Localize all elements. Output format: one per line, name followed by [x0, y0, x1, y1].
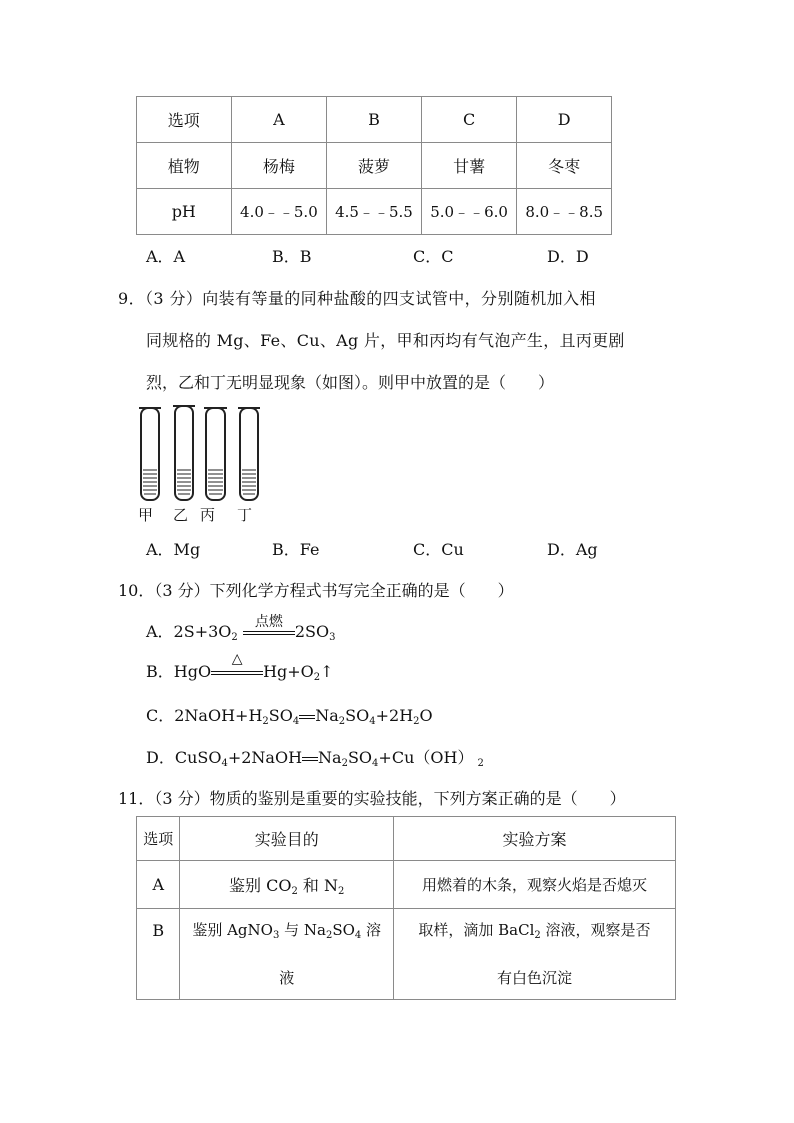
q10-option-d[interactable] — [146, 745, 484, 769]
q9-option-d[interactable]: D．Ag — [547, 540, 598, 559]
row-b-purpose-sub3: 4 — [354, 930, 362, 941]
question-11-stem: 11．（3 分）物质的鉴别是重要的实验技能，下列方案正确的是（ ） — [118, 789, 626, 808]
q10-option-b[interactable] — [146, 650, 334, 683]
table-header-cell: 实验方案 — [393, 817, 675, 861]
q10-a-suffix-sub: 3 — [329, 632, 336, 643]
q10-d-sub4: 4 — [372, 758, 379, 769]
row-b-purpose-line2: 液 — [279, 969, 295, 987]
q10-c-text3: Na — [315, 706, 339, 725]
q10-c-sub1: 2 — [262, 716, 269, 727]
row-b-plan-sub: 2 — [534, 930, 541, 941]
q10-d-text4: SO — [347, 748, 373, 767]
experiment-table — [136, 816, 676, 1000]
reaction-equals-sign — [243, 613, 295, 639]
q8-option-a[interactable]: A．A — [146, 247, 186, 266]
q10-d-text2: +2NaOH — [227, 748, 303, 767]
table-cell: 冬枣 — [517, 143, 612, 189]
q10-c-text1: C．2NaOH+H — [146, 706, 263, 725]
row-b-purpose-4: 溶 — [361, 921, 382, 939]
question-9-stem-line2: 同规格的 Mg、Fe、Cu、Ag 片，甲和丙均有气泡产生，且丙更剧 — [146, 331, 625, 350]
reaction-equals-sign — [299, 712, 315, 722]
table-cell — [180, 909, 394, 1000]
row-a-purpose-sub2: 2 — [338, 885, 345, 897]
q10-d-sub1: 4 — [221, 758, 228, 769]
q10-d-sub3: 2 — [341, 758, 348, 769]
q10-c-text2: SO — [268, 706, 293, 725]
row-a-purpose: 鉴别 CO — [229, 875, 292, 895]
row-b-purpose-3: SO — [332, 921, 355, 939]
q10-b-prefix: B．HgO — [146, 662, 212, 681]
table-cell: 甘薯 — [421, 143, 517, 189]
q10-c-sub5: 2 — [413, 716, 420, 727]
q10-a-prefix: A．2S+3O — [146, 622, 232, 641]
row-b-plan-line2: 有白色沉淀 — [496, 969, 572, 987]
q10-c-sub4: 4 — [369, 716, 376, 727]
table-cell: 8.0﹣﹣8.5 — [517, 189, 612, 235]
table-header-cell: 实验目的 — [180, 817, 394, 861]
q10-c-text6: O — [419, 706, 433, 725]
q9-option-b[interactable]: B．Fe — [272, 540, 320, 559]
row-b-purpose-1: 鉴别 AgNO — [192, 921, 273, 939]
q8-option-d[interactable]: D．D — [547, 247, 589, 266]
row-b-purpose-line1 — [180, 909, 393, 957]
q10-c-text4: SO — [345, 706, 370, 725]
q10-c-text5: +2H — [375, 706, 414, 725]
row-b-purpose-sub: 3 — [272, 930, 280, 941]
q8-option-c[interactable]: C．C — [413, 247, 454, 266]
q10-d-text1: D．CuSO — [146, 748, 222, 767]
question-9-stem-line1: 9．（3 分）向装有等量的同种盐酸的四支试管中，分别随机加入相 — [118, 289, 596, 308]
table-cell: 杨梅 — [231, 143, 327, 189]
q10-d-text3: Na — [318, 748, 342, 767]
table-header-cell: C — [421, 97, 517, 143]
test-tube-ding — [238, 408, 260, 500]
q10-a-suffix: 2SO — [294, 622, 330, 641]
reaction-equals-sign — [302, 754, 318, 764]
gas-arrow-icon: ↑ — [320, 662, 334, 681]
tube-label-bing: 丙 — [200, 506, 216, 524]
row-a-purpose-sub: 2 — [291, 885, 298, 897]
table-header-cell: A — [231, 97, 327, 143]
q10-b-sub: 2 — [313, 672, 321, 683]
question-10-stem: 10．（3 分）下列化学方程式书写完全正确的是（ ） — [118, 581, 514, 600]
question-9-stem-line3: 烈，乙和丁无明显现象（如图）。则甲中放置的是（ ） — [146, 373, 555, 392]
table-cell: 5.0﹣﹣6.0 — [421, 189, 517, 235]
row-b-plan-2: 溶液，观察是否 — [540, 921, 651, 939]
table-header-cell: 选项 — [137, 817, 180, 861]
q10-d-sub5: 2 — [477, 758, 484, 769]
q10-a-sub: 2 — [231, 632, 238, 643]
q10-b-suffix: Hg+O — [263, 662, 314, 681]
reaction-condition: 点燃 — [254, 613, 283, 630]
tube-label-ding: 丁 — [237, 506, 253, 524]
q8-option-b[interactable]: B．B — [272, 247, 312, 266]
q10-d-text5: +Cu（OH） — [378, 748, 474, 767]
tube-label-yi: 乙 — [173, 506, 189, 524]
q10-c-sub3: 2 — [338, 716, 346, 727]
q9-option-c[interactable]: C．Cu — [413, 540, 464, 559]
table-cell: A — [137, 861, 180, 909]
table-cell: B — [137, 909, 180, 1000]
table-cell: 菠萝 — [327, 143, 422, 189]
table-cell — [180, 861, 394, 909]
test-tube-yi — [173, 406, 195, 500]
table-cell: 4.5﹣﹣5.5 — [327, 189, 422, 235]
q10-c-sub2: 4 — [292, 716, 300, 727]
row-a-purpose-2: 和 N — [297, 875, 339, 895]
table-cell: 用燃着的木条，观察火焰是否熄灭 — [393, 861, 675, 909]
tube-label-jia: 甲 — [138, 506, 154, 524]
q10-option-a[interactable] — [146, 613, 336, 643]
table-header-cell: D — [517, 97, 612, 143]
table-cell: 植物 — [137, 143, 232, 189]
row-b-purpose-2: 与 Na — [279, 921, 326, 939]
table-cell: pH — [137, 189, 232, 235]
test-tube-bing — [204, 408, 227, 500]
row-b-plan-line1 — [394, 909, 675, 957]
q9-option-a[interactable]: A．Mg — [146, 540, 201, 559]
row-b-purpose-sub2: 2 — [325, 930, 333, 941]
table-cell — [393, 909, 675, 1000]
table-header-cell: B — [327, 97, 422, 143]
q10-option-c[interactable] — [146, 703, 433, 727]
reaction-equals-sign — [211, 650, 263, 679]
reaction-condition: △ — [231, 650, 243, 667]
table-header-cell: 选项 — [137, 97, 232, 143]
ph-table — [136, 96, 612, 235]
row-b-plan-1: 取样，滴加 BaCl — [418, 921, 535, 939]
table-cell: 4.0﹣﹣5.0 — [231, 189, 327, 235]
test-tube-jia — [139, 408, 161, 500]
